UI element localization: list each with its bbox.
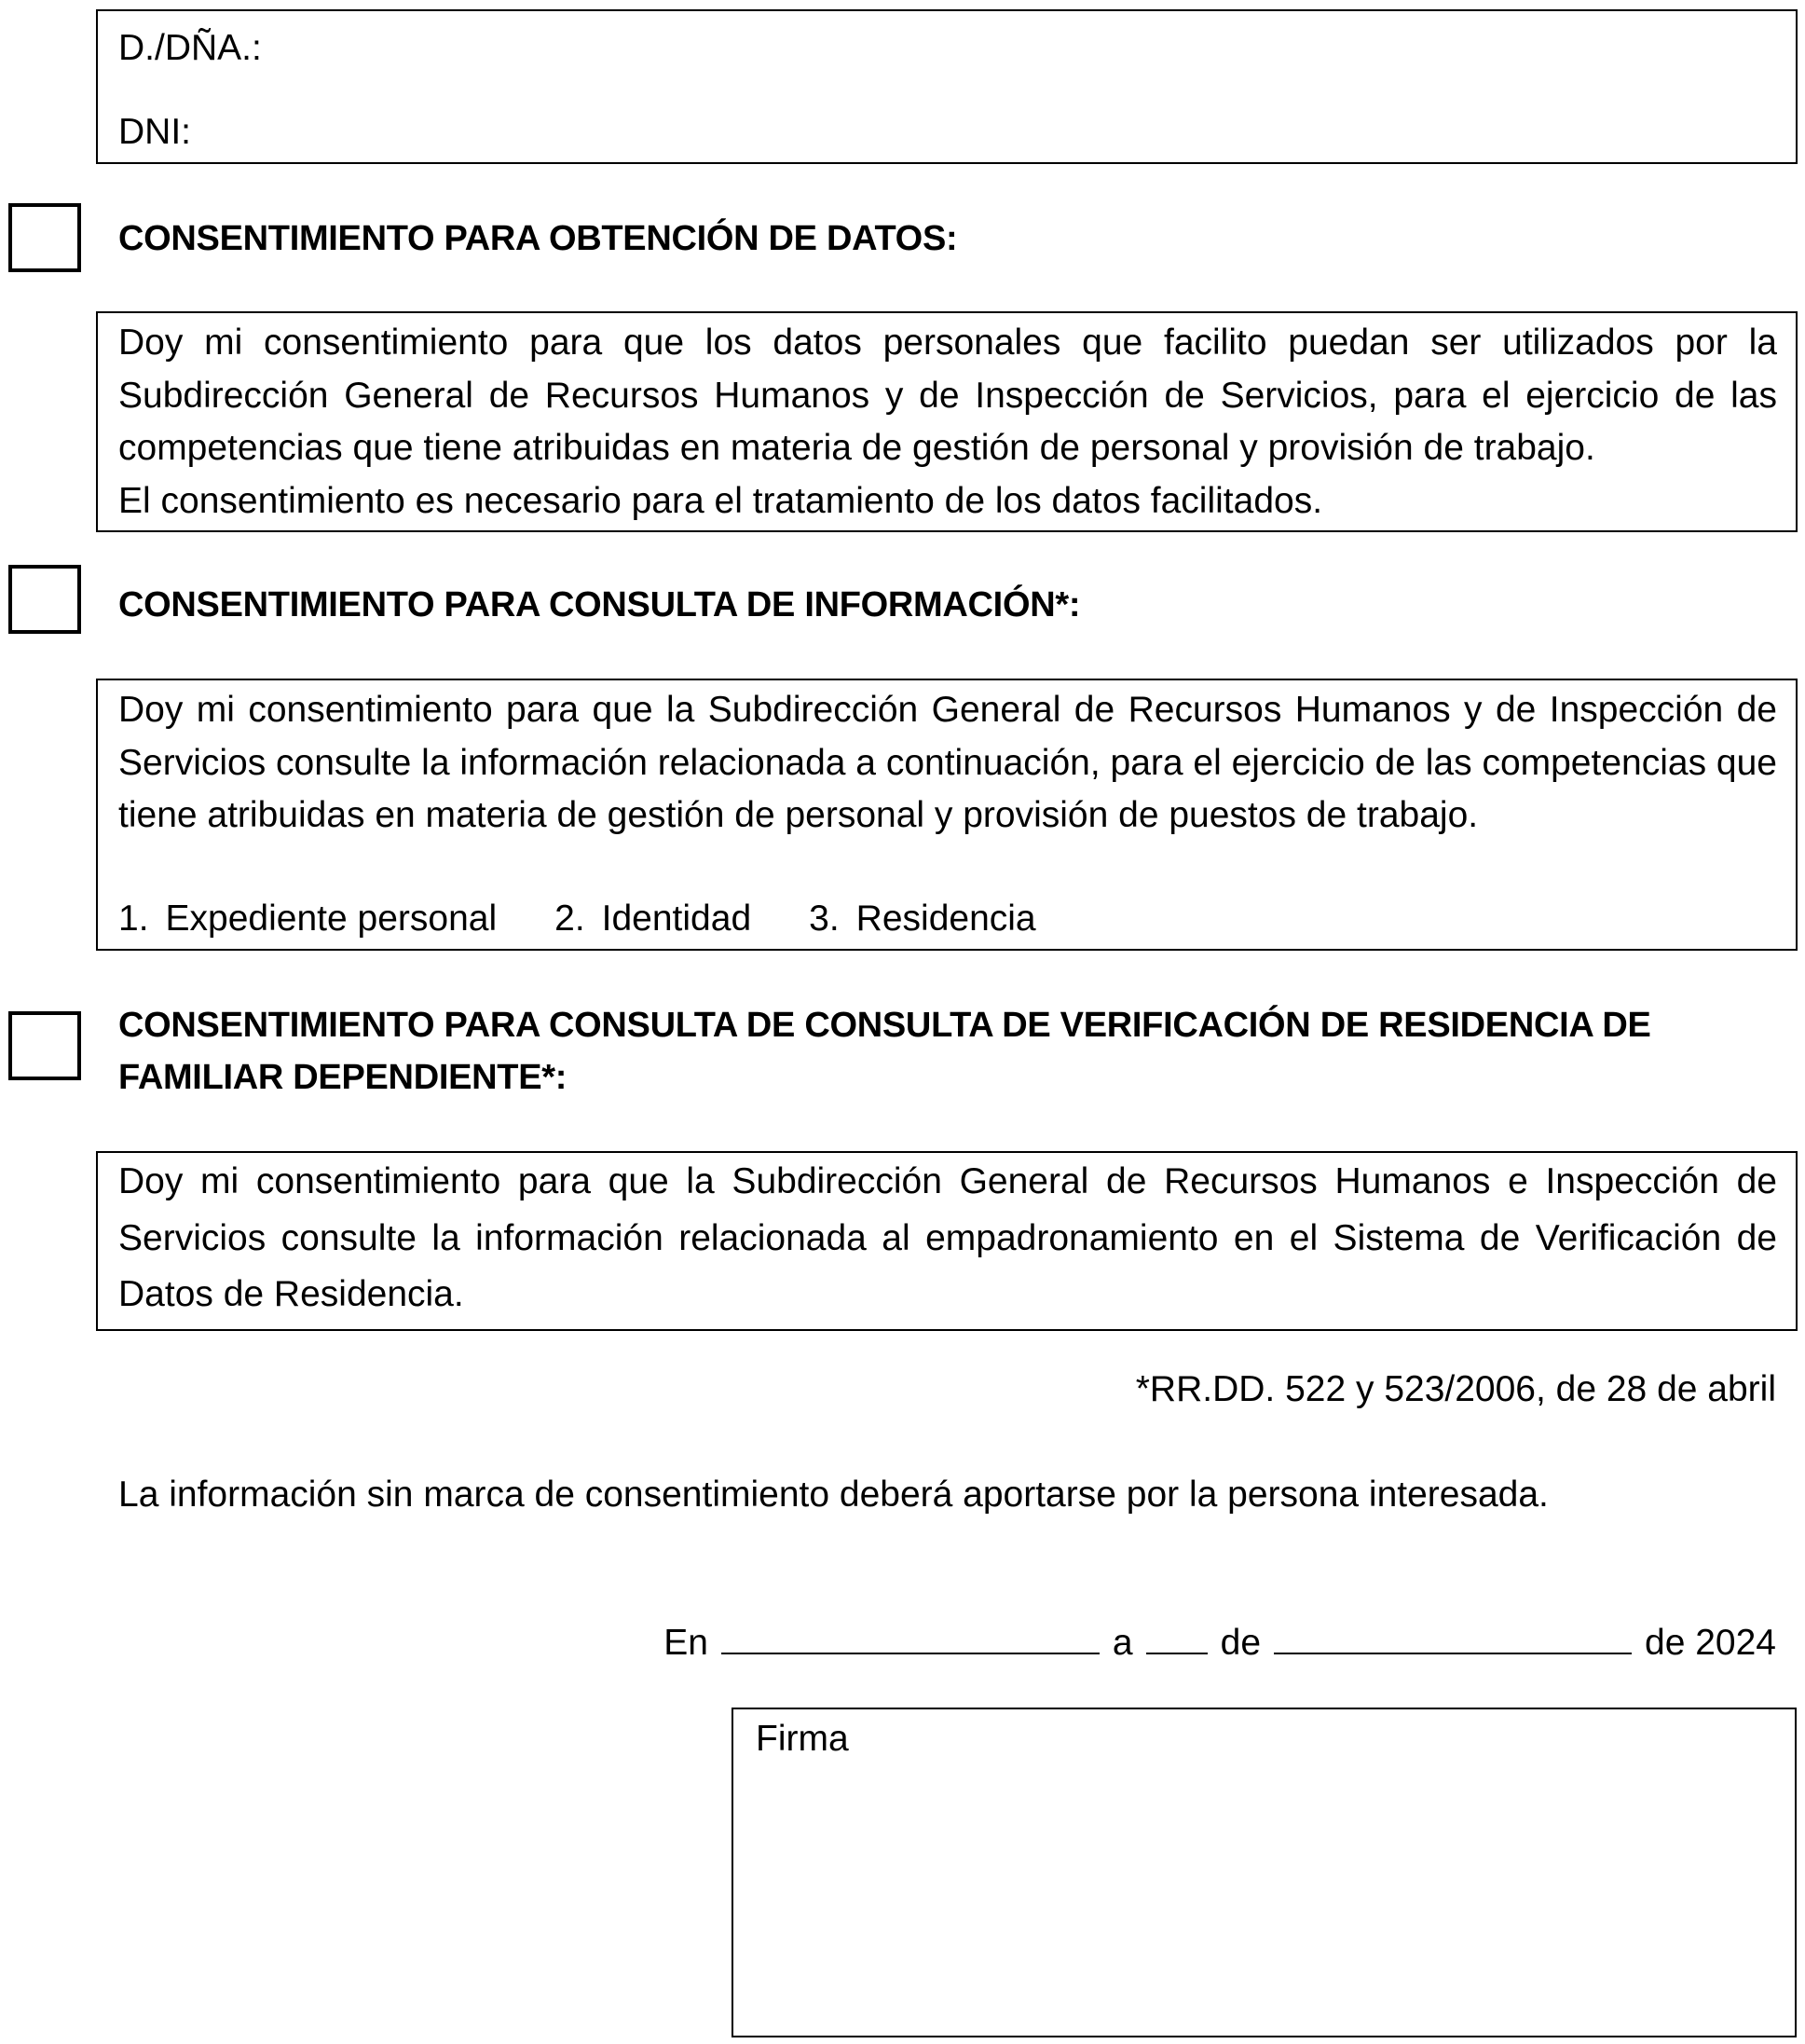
signature-box[interactable] — [732, 1708, 1797, 2037]
list-item-number: 1. — [118, 899, 149, 939]
notice-text: La información sin marca de consentimiento deberá aportarse por la persona interesada. — [118, 1475, 1549, 1515]
footnote: *RR.DD. 522 y 523/2006, de 28 de abril — [1135, 1369, 1776, 1409]
section1-text — [118, 317, 1777, 528]
section1-note: El consentimiento es necesario para el tratamiento de los datos facilitados. — [118, 480, 1323, 521]
dni-label: DNI: — [118, 112, 191, 152]
identity-box — [96, 9, 1798, 164]
consent-data-checkbox[interactable] — [8, 203, 81, 272]
place-blank[interactable] — [721, 1617, 1100, 1654]
list-item-number: 3. — [809, 899, 840, 939]
date-en-label: En — [663, 1623, 708, 1663]
consent-info-checkbox[interactable] — [8, 565, 81, 634]
date-year-label: de 2024 — [1645, 1623, 1776, 1663]
section2-text: Doy mi consentimiento para que la Subdirección General de Recursos Humanos y de Inspección de Servicios consulte la información relacionada a continuación, para el ejercicio de las competencias que tiene atribuidas en materia de gestión de personal y provisión de puestos de trabajo. — [118, 690, 1777, 835]
date-line — [663, 1617, 1776, 1669]
section3-heading — [118, 999, 1651, 1104]
month-blank[interactable] — [1274, 1617, 1632, 1654]
list-item: Expediente personal — [165, 899, 498, 939]
name-label: D./DÑA.: — [118, 28, 262, 68]
date-a-label: a — [1112, 1623, 1133, 1663]
section2-item-list — [118, 893, 1036, 945]
signature-label: Firma — [756, 1719, 849, 1759]
section3-heading-line1: CONSENTIMIENTO PARA CONSULTA DE CONSULTA DE VERIFICACIÓN DE RESIDENCIA DE — [118, 1006, 1651, 1045]
date-de-label: de — [1220, 1623, 1262, 1663]
list-item-number: 2. — [554, 899, 585, 939]
section1-heading: CONSENTIMIENTO PARA OBTENCIÓN DE DATOS: — [118, 219, 958, 258]
section3-heading-line2: FAMILIAR DEPENDIENTE*: — [118, 1058, 567, 1097]
section1-paragraph: Doy mi consentimiento para que los datos personales que facilito puedan ser utilizados por la Subdirección General de Recursos Humanos y de Inspección de Servicios, para el ejercicio de las competencias que tiene atribuidas en materia de gestión de personal y provisión de trabajo. — [118, 322, 1777, 468]
list-item: Identidad — [601, 899, 752, 939]
section2-heading: CONSENTIMIENTO PARA CONSULTA DE INFORMACIÓN*: — [118, 585, 1081, 624]
list-item: Residencia — [855, 899, 1036, 939]
section3-text: Doy mi consentimiento para que la Subdirección General de Recursos Humanos e Inspección de Servicios consulte la información relacionada al empadronamiento en el Sistema de Verificación de Datos de Residencia. — [118, 1161, 1777, 1314]
day-blank[interactable] — [1146, 1617, 1208, 1654]
consent-residence-checkbox[interactable] — [8, 1011, 81, 1080]
